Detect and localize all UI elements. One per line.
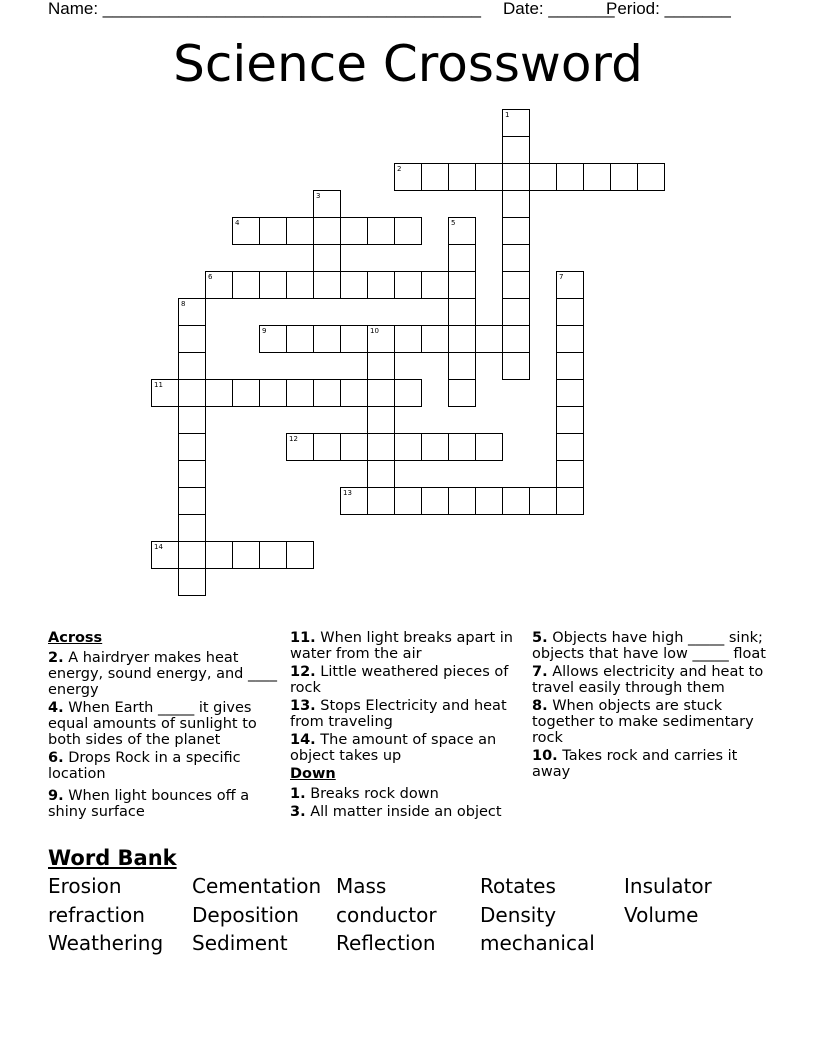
grid-cell[interactable] — [178, 406, 206, 434]
grid-cell[interactable] — [178, 379, 206, 407]
grid-cell[interactable] — [259, 271, 287, 299]
grid-cell[interactable] — [178, 487, 206, 515]
grid-cell[interactable] — [151, 379, 179, 407]
grid-cell[interactable] — [232, 541, 260, 569]
grid-cell[interactable] — [313, 325, 341, 353]
grid-cell[interactable] — [340, 217, 368, 245]
clue-number: 10. — [532, 748, 558, 764]
grid-cell[interactable] — [475, 433, 503, 461]
grid-cell[interactable] — [286, 217, 314, 245]
grid-cell[interactable] — [367, 325, 395, 353]
word-bank-item: conductor — [336, 903, 437, 927]
clues-column-2 — [290, 630, 524, 822]
grid-cell[interactable] — [448, 433, 476, 461]
clue-number: 7. — [532, 664, 548, 680]
grid-cell[interactable] — [205, 379, 233, 407]
grid-cell[interactable] — [178, 568, 206, 596]
clue-text: Drops Rock in a specific location — [48, 750, 241, 782]
word-bank-item: Volume — [624, 903, 699, 927]
clue-number-label: 6 — [208, 273, 213, 281]
grid-cell[interactable] — [286, 379, 314, 407]
grid-cell[interactable] — [448, 217, 476, 245]
grid-cell[interactable] — [232, 379, 260, 407]
grid-cell[interactable] — [502, 163, 530, 191]
grid-cell[interactable] — [205, 541, 233, 569]
clue-down-8 — [532, 698, 768, 746]
clue-across-11 — [290, 630, 524, 662]
clue-text: When light breaks apart in water from the air — [290, 630, 513, 662]
grid-cell[interactable] — [259, 325, 287, 353]
grid-cell[interactable] — [556, 325, 584, 353]
grid-cell[interactable] — [556, 406, 584, 434]
grid-cell[interactable] — [313, 271, 341, 299]
grid-cell[interactable] — [313, 217, 341, 245]
grid-cell[interactable] — [313, 190, 341, 218]
clue-across-14 — [290, 732, 524, 764]
grid-cell[interactable] — [421, 487, 449, 515]
grid-cell[interactable] — [178, 514, 206, 542]
clue-number-label: 7 — [559, 273, 564, 281]
grid-cell[interactable] — [178, 541, 206, 569]
clue-text: When light bounces off a shiny surface — [48, 788, 250, 820]
clue-text: Takes rock and carries it away — [532, 748, 738, 780]
grid-cell[interactable] — [448, 379, 476, 407]
word-bank-item: Rotates — [480, 874, 556, 898]
grid-cell[interactable] — [475, 325, 503, 353]
period-field[interactable]: Period: _______ — [606, 0, 731, 18]
word-bank-item: Density — [480, 903, 557, 927]
grid-cell[interactable] — [502, 244, 530, 272]
grid-cell[interactable] — [259, 541, 287, 569]
name-field[interactable]: Name: ________________________________________ — [48, 0, 481, 18]
grid-cell[interactable] — [340, 271, 368, 299]
grid-cell[interactable] — [502, 136, 530, 164]
grid-cell[interactable] — [178, 460, 206, 488]
grid-cell[interactable] — [286, 541, 314, 569]
word-bank-item: Insulator — [624, 874, 712, 898]
clue-text: Objects have high _____ sink; objects that have low _____ float — [532, 630, 766, 662]
grid-cell[interactable] — [286, 433, 314, 461]
clue-text: All matter inside an object — [310, 804, 502, 820]
clue-across-12 — [290, 664, 524, 696]
grid-cell[interactable] — [394, 433, 422, 461]
clue-number-label: 10 — [370, 327, 379, 335]
clues-column-3 — [532, 630, 768, 782]
word-bank-title: Word Bank — [48, 846, 177, 870]
clue-number: 12. — [290, 664, 316, 680]
clue-text: Stops Electricity and heat from traveling — [290, 698, 507, 730]
clue-number-label: 1 — [505, 111, 510, 119]
clue-down-1 — [290, 786, 524, 802]
grid-cell[interactable] — [475, 163, 503, 191]
grid-cell[interactable] — [529, 487, 557, 515]
grid-cell[interactable] — [286, 325, 314, 353]
grid-cell[interactable] — [178, 433, 206, 461]
grid-cell[interactable] — [448, 352, 476, 380]
grid-cell[interactable] — [502, 487, 530, 515]
clue-across-9 — [48, 788, 280, 820]
clue-number-label: 14 — [154, 543, 163, 551]
grid-cell[interactable] — [556, 433, 584, 461]
clue-number: 9. — [48, 788, 64, 804]
grid-cell[interactable] — [556, 271, 584, 299]
clue-number-label: 9 — [262, 327, 267, 335]
word-bank-item: Erosion — [48, 874, 122, 898]
clue-text: Little weathered pieces of rock — [290, 664, 509, 696]
grid-cell[interactable] — [367, 217, 395, 245]
grid-cell[interactable] — [448, 244, 476, 272]
grid-cell[interactable] — [394, 487, 422, 515]
grid-cell[interactable] — [421, 433, 449, 461]
grid-cell[interactable] — [529, 163, 557, 191]
grid-cell[interactable] — [637, 163, 665, 191]
clue-text: When Earth _____ it gives equal amounts of sunlight to both sides of the planet — [48, 700, 257, 748]
clue-number: 3. — [290, 804, 306, 820]
clue-number-label: 2 — [397, 165, 402, 173]
grid-cell[interactable] — [367, 406, 395, 434]
clue-down-7 — [532, 664, 768, 696]
clue-down-3 — [290, 804, 524, 820]
grid-cell[interactable] — [259, 217, 287, 245]
grid-cell[interactable] — [178, 352, 206, 380]
grid-cell[interactable] — [367, 433, 395, 461]
grid-cell[interactable] — [367, 460, 395, 488]
clue-text: Allows electricity and heat to travel easily through them — [532, 664, 764, 696]
date-field[interactable]: Date: _______ — [503, 0, 615, 18]
clue-number-label: 5 — [451, 219, 456, 227]
clue-across-6 — [48, 750, 280, 782]
grid-cell[interactable] — [259, 379, 287, 407]
grid-cell[interactable] — [421, 325, 449, 353]
grid-cell[interactable] — [340, 433, 368, 461]
word-bank-item: Weathering — [48, 931, 164, 955]
word-bank-item: Mass — [336, 874, 387, 898]
grid-cell[interactable] — [502, 109, 530, 137]
across-heading: Across — [48, 630, 103, 646]
grid-cell[interactable] — [367, 379, 395, 407]
clue-down-10 — [532, 748, 768, 780]
grid-cell[interactable] — [367, 487, 395, 515]
grid-cell[interactable] — [448, 487, 476, 515]
clue-text: A hairdryer makes heat energy, sound energy, and ____ energy — [48, 650, 277, 698]
clue-number: 2. — [48, 650, 64, 666]
grid-cell[interactable] — [448, 271, 476, 299]
grid-cell[interactable] — [475, 487, 503, 515]
clue-down-5 — [532, 630, 768, 662]
grid-cell[interactable] — [502, 271, 530, 299]
grid-cell[interactable] — [313, 433, 341, 461]
clue-number-label: 13 — [343, 489, 352, 497]
page-title: Science Crossword — [173, 35, 643, 93]
grid-cell[interactable] — [448, 325, 476, 353]
grid-cell[interactable] — [556, 163, 584, 191]
word-bank-item: Sediment — [192, 931, 288, 955]
clue-number: 8. — [532, 698, 548, 714]
grid-cell[interactable] — [502, 217, 530, 245]
word-bank-item: Cementation — [192, 874, 322, 898]
clue-across-13 — [290, 698, 524, 730]
clue-across-4 — [48, 700, 280, 748]
grid-cell[interactable] — [340, 325, 368, 353]
grid-cell[interactable] — [583, 163, 611, 191]
grid-cell[interactable] — [286, 271, 314, 299]
grid-cell[interactable] — [178, 325, 206, 353]
grid-cell[interactable] — [421, 163, 449, 191]
grid-cell[interactable] — [313, 244, 341, 272]
clue-text: The amount of space an object takes up — [290, 732, 497, 764]
grid-cell[interactable] — [232, 217, 260, 245]
clue-number-label: 4 — [235, 219, 240, 227]
clue-number: 4. — [48, 700, 64, 716]
grid-cell[interactable] — [313, 379, 341, 407]
clue-number: 13. — [290, 698, 316, 714]
word-bank-item: refraction — [48, 903, 145, 927]
grid-cell[interactable] — [394, 163, 422, 191]
grid-cell[interactable] — [556, 352, 584, 380]
grid-cell[interactable] — [178, 298, 206, 326]
clue-number: 14. — [290, 732, 316, 748]
grid-cell[interactable] — [394, 325, 422, 353]
clue-number: 1. — [290, 786, 306, 802]
clue-number-label: 11 — [154, 381, 163, 389]
clue-number-label: 3 — [316, 192, 321, 200]
clue-text: Breaks rock down — [310, 786, 439, 802]
clue-number: 6. — [48, 750, 64, 766]
grid-cell[interactable] — [502, 298, 530, 326]
grid-cell[interactable] — [610, 163, 638, 191]
grid-cell[interactable] — [448, 163, 476, 191]
grid-cell[interactable] — [502, 352, 530, 380]
grid-cell[interactable] — [151, 541, 179, 569]
clue-number-label: 12 — [289, 435, 298, 443]
grid-cell[interactable] — [340, 379, 368, 407]
word-bank-item: Reflection — [336, 931, 436, 955]
clue-number: 5. — [532, 630, 548, 646]
word-bank-item: mechanical — [480, 931, 595, 955]
word-bank-item: Deposition — [192, 903, 299, 927]
grid-cell[interactable] — [394, 217, 422, 245]
grid-cell[interactable] — [556, 379, 584, 407]
grid-cell[interactable] — [340, 487, 368, 515]
grid-cell[interactable] — [421, 271, 449, 299]
grid-cell[interactable] — [367, 271, 395, 299]
grid-cell[interactable] — [367, 352, 395, 380]
clue-number-label: 8 — [181, 300, 186, 308]
grid-cell[interactable] — [502, 325, 530, 353]
grid-cell[interactable] — [556, 460, 584, 488]
clue-text: When objects are stuck together to make sedimentary rock — [532, 698, 754, 746]
down-heading: Down — [290, 766, 336, 782]
grid-cell[interactable] — [502, 190, 530, 218]
grid-cell[interactable] — [232, 271, 260, 299]
clues-column-1 — [48, 630, 280, 822]
grid-cell[interactable] — [394, 379, 422, 407]
grid-cell[interactable] — [556, 487, 584, 515]
clue-across-2 — [48, 650, 280, 698]
grid-cell[interactable] — [205, 271, 233, 299]
clue-number: 11. — [290, 630, 316, 646]
grid-cell[interactable] — [448, 298, 476, 326]
grid-cell[interactable] — [394, 271, 422, 299]
grid-cell[interactable] — [556, 298, 584, 326]
